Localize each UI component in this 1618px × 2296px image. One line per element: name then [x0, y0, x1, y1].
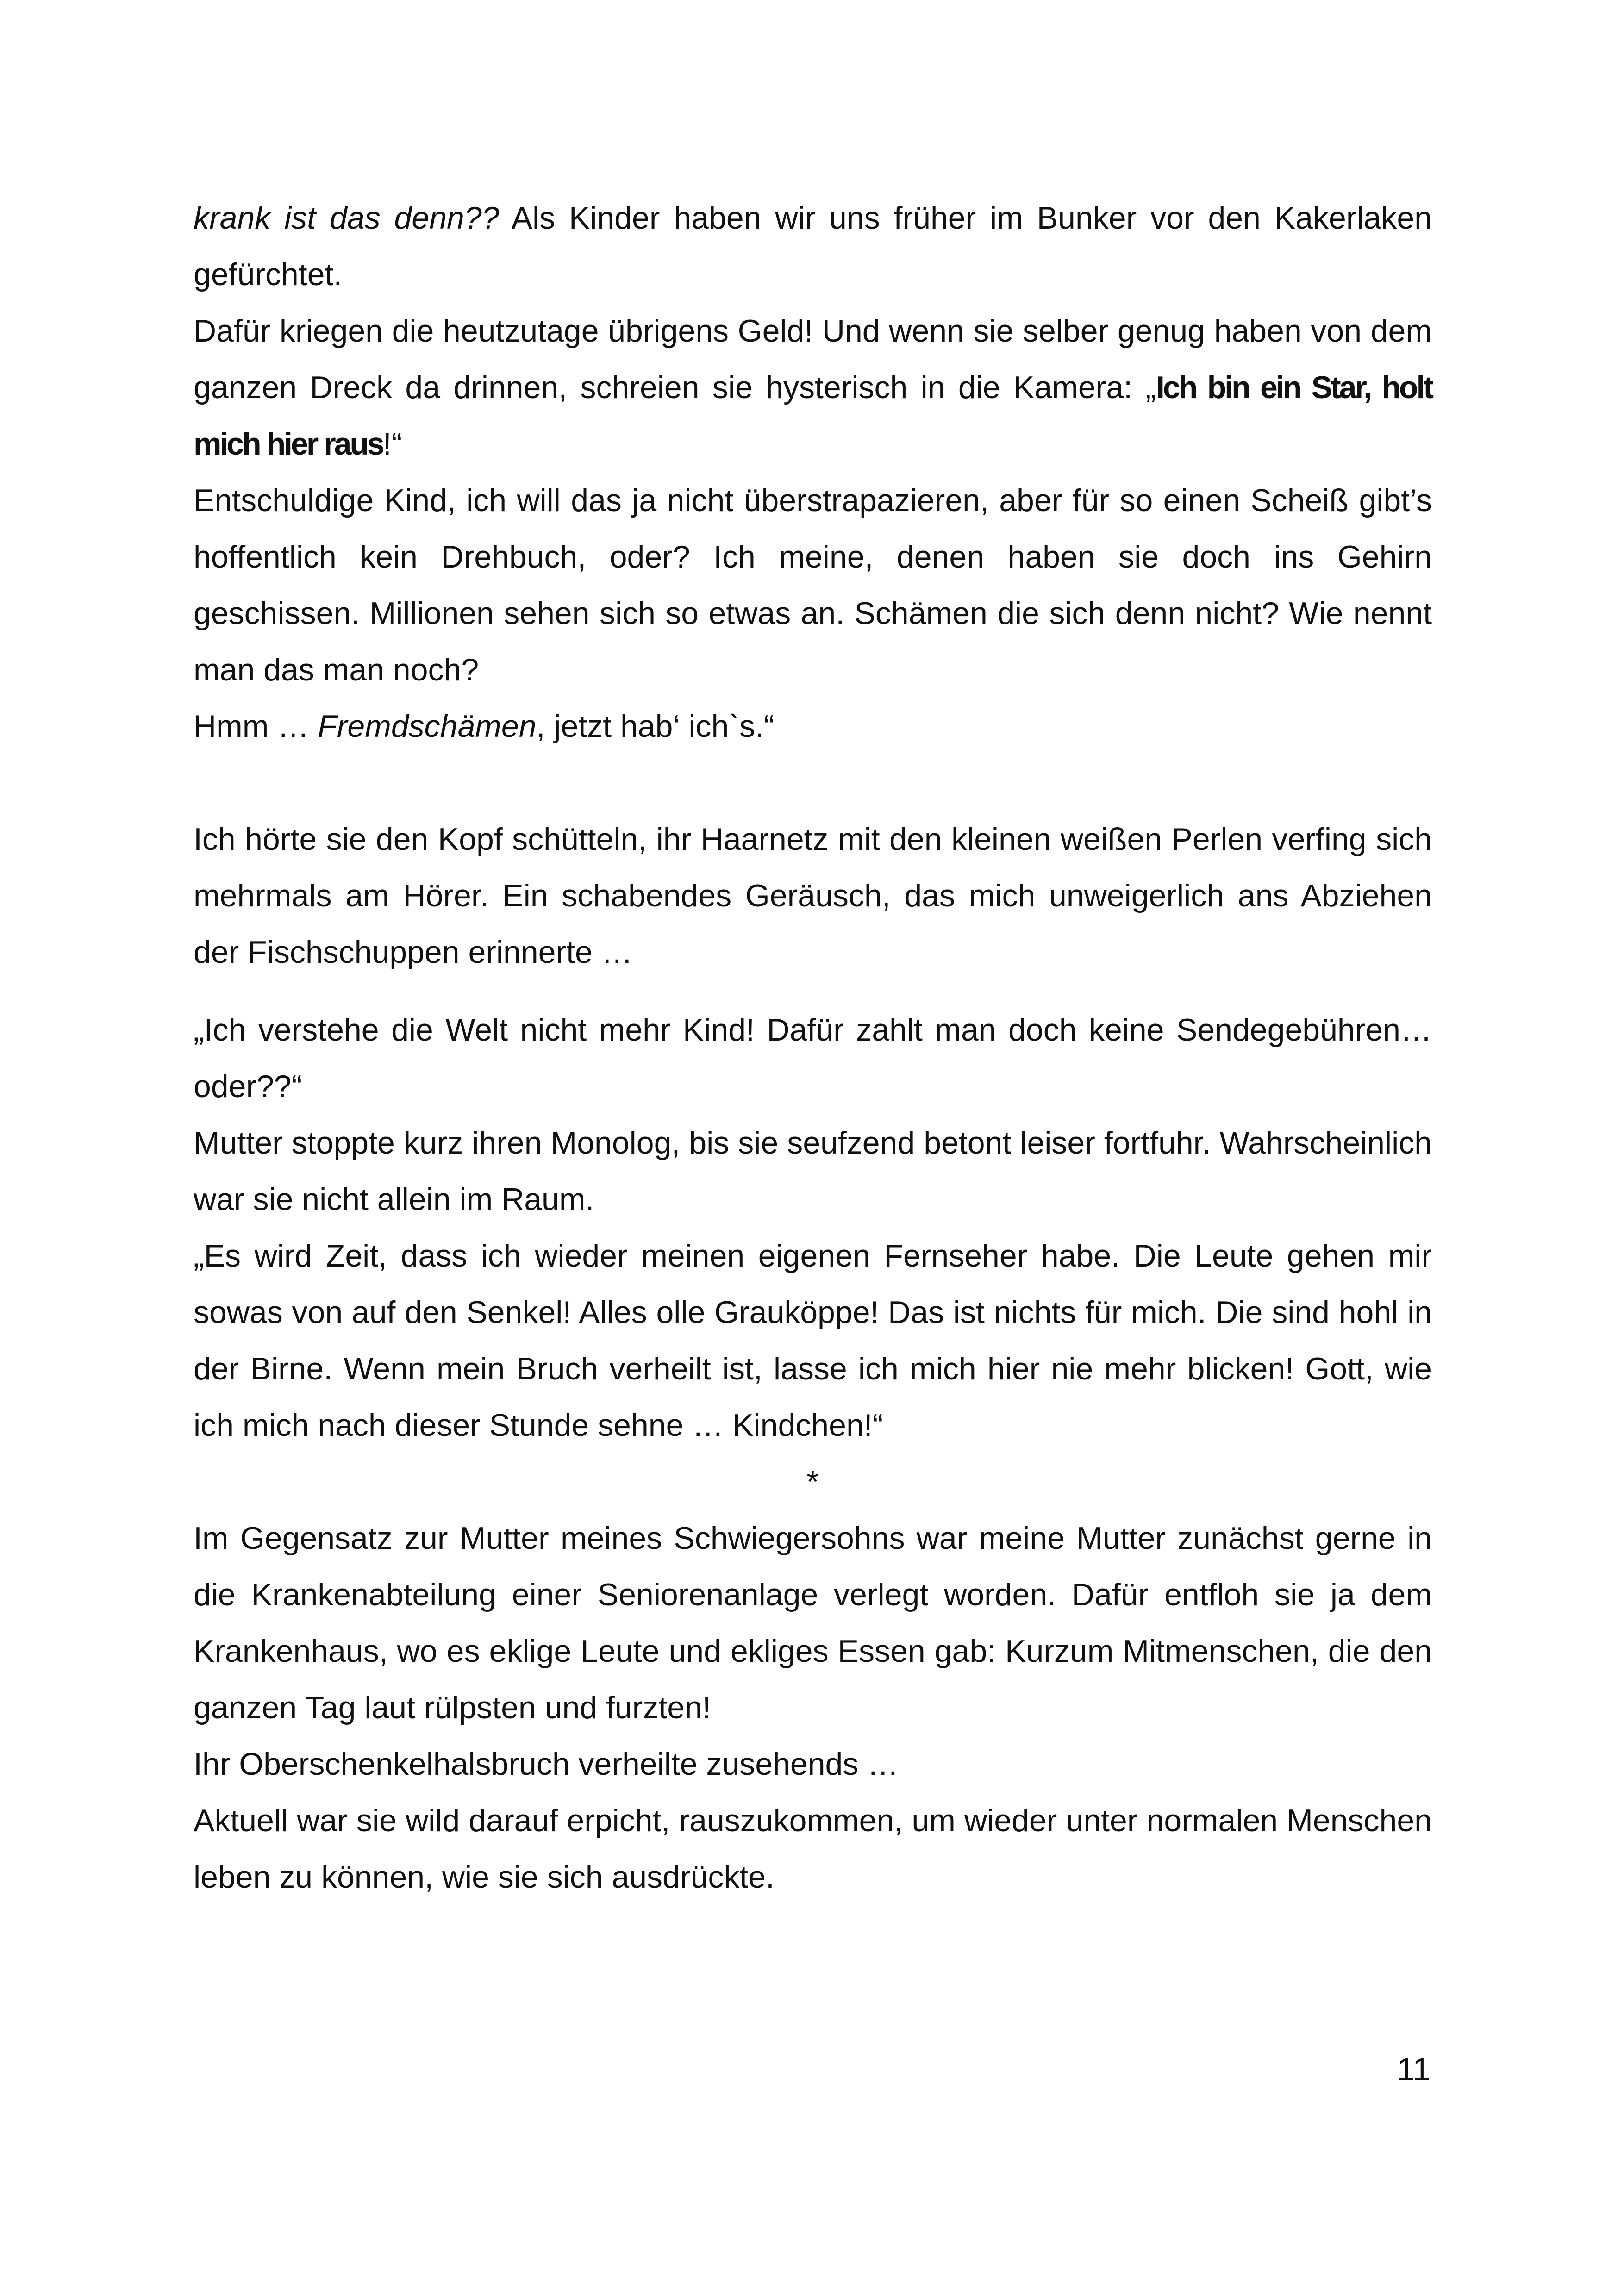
- paragraph-3: Entschuldige Kind, ich will das ja nicht überstrapazieren, aber für so einen Scheiß gibt’s hoffentlich kein Drehbuch, oder? Ich meine, denen haben sie doch ins Gehirn geschissen. Millionen sehen sich so etwas an. Schämen die sich denn nicht? Wie nennt man das man noch?: [194, 483, 1432, 687]
- paragraph-5: Ich hörte sie den Kopf schütteln, ihr Haarnetz mit den kleinen weißen Perlen verfing sich mehrmals am Hörer. Ein schabendes Geräusch, das mich unweigerlich ans Abziehen der Fischschuppen erinnerte …: [194, 822, 1432, 970]
- italic-word: Fremdschämen: [318, 709, 537, 744]
- paragraph-8: „Es wird Zeit, dass ich wieder meinen eigenen Fernseher habe. Die Leute gehen mir sowas von auf den Senkel! Alles olle Grauköppe! Das ist nichts für mich. Die sind hohl in der Birne. Wenn mein Bruch verheilt ist, lasse ich mich hier nie mehr blicken! Gott, wie ich mich nach dieser Stunde sehne … Kindchen!“: [194, 1238, 1432, 1443]
- paragraph-11: Aktuell war sie wild darauf erpicht, rauszukommen, um wieder unter normalen Menschen leben zu können, wie sie sich ausdrückte.: [194, 1803, 1432, 1895]
- paragraph-10: Ihr Oberschenkelhalsbruch verheilte zusehends …: [194, 1747, 899, 1782]
- page-number: 11: [1397, 2051, 1431, 2087]
- paragraph-9: Im Gegensatz zur Mutter meines Schwiegersohns war meine Mutter zunächst gerne in die Krankenabteilung einer Seniorenanlage verlegt worden. Dafür entfloh sie ja dem Krankenhaus, wo es eklige Leute und ekliges Essen gab: Kurzum Mitmenschen, die den ganzen Tag laut rülpsten und furzten!: [194, 1521, 1432, 1725]
- bold-quote: Ich bin ein Star, holt mich hier raus: [194, 370, 1432, 462]
- paragraph-1: krank ist das denn?? Als Kinder haben wir uns früher im Bunker vor den Kakerlaken gefürchtet.: [194, 200, 1432, 292]
- paragraph-4: Hmm … Fremdschämen, jetzt hab‘ ich`s.“: [194, 709, 775, 744]
- paragraph-6: „Ich verstehe die Welt nicht mehr Kind! Dafür zahlt man doch keine Sendegebühren…oder??“: [194, 1012, 1432, 1104]
- paragraph-7: Mutter stoppte kurz ihren Monolog, bis sie seufzend betont leiser fortfuhr. Wahrscheinlich war sie nicht allein im Raum.: [194, 1125, 1432, 1217]
- body-text: [194, 190, 1432, 1905]
- italic-phrase: krank ist das denn??: [194, 200, 500, 236]
- paragraph-2: Dafür kriegen die heutzutage übrigens Geld! Und wenn sie selber genug haben von dem ganzen Dreck da drinnen, schreien sie hysterisch in die Kamera: „Ich bin ein Star, holt mich hier raus!“: [194, 313, 1432, 462]
- section-separator: *: [806, 1464, 819, 1499]
